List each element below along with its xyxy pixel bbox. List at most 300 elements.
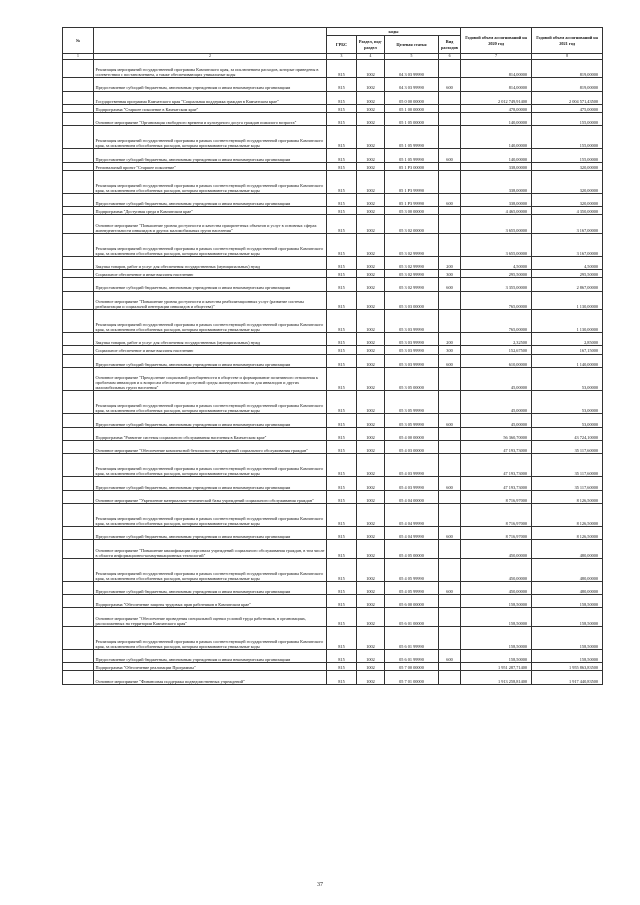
row-vol-2021-cell: 35 117,60000 bbox=[532, 454, 603, 477]
row-vid-cell bbox=[439, 427, 461, 440]
row-num-cell bbox=[63, 558, 94, 581]
row-grbs-cell: 815 bbox=[327, 309, 357, 332]
row-target-cell: 05 3 05 99990 bbox=[385, 414, 439, 427]
row-name-cell: Социальное обеспечение и иные выплаты населению bbox=[94, 346, 327, 354]
row-vol-2020-cell: 158,50000 bbox=[461, 650, 532, 663]
row-vid-cell bbox=[439, 233, 461, 256]
row-razdel-cell: 1002 bbox=[357, 215, 385, 233]
row-vol-2020-cell: 8 716,97000 bbox=[461, 503, 532, 526]
row-vid-cell bbox=[439, 215, 461, 233]
row-razdel-cell: 1002 bbox=[357, 194, 385, 207]
row-vol-2020-cell: 1 913 258,81400 bbox=[461, 671, 532, 684]
row-razdel-cell: 1002 bbox=[357, 671, 385, 684]
row-vid-cell: 600 bbox=[439, 582, 461, 595]
row-vol-2020-cell: 1 951 287,71400 bbox=[461, 663, 532, 671]
row-razdel-cell: 1002 bbox=[357, 650, 385, 663]
row-vol-2021-cell: 4 350,00000 bbox=[532, 207, 603, 215]
column-number: 7 bbox=[461, 54, 532, 60]
row-vol-2020-cell: 2 012 749,91400 bbox=[461, 91, 532, 104]
row-num-cell bbox=[63, 663, 94, 671]
row-target-cell: 05 3 05 99990 bbox=[385, 391, 439, 414]
row-vid-cell bbox=[439, 391, 461, 414]
row-razdel-cell: 1002 bbox=[357, 162, 385, 170]
row-razdel-cell: 1002 bbox=[357, 346, 385, 354]
row-vol-2021-cell: 158,50000 bbox=[532, 608, 603, 626]
row-vol-2020-cell: 45,00000 bbox=[461, 391, 532, 414]
row-vid-cell bbox=[439, 291, 461, 309]
row-vol-2021-cell: 158,50000 bbox=[532, 595, 603, 608]
row-target-cell: 05 4 04 99990 bbox=[385, 527, 439, 540]
row-vol-2020-cell: 450,00000 bbox=[461, 558, 532, 581]
table-row bbox=[63, 78, 603, 91]
row-num-cell bbox=[63, 527, 94, 540]
row-vol-2020-cell: 158,50000 bbox=[461, 595, 532, 608]
table-row bbox=[63, 170, 603, 193]
row-vol-2021-cell: 158,50000 bbox=[532, 626, 603, 649]
table-row bbox=[63, 671, 603, 684]
row-target-cell: 05 4 04 00000 bbox=[385, 490, 439, 503]
header-codes-group: коды bbox=[327, 28, 461, 36]
row-vid-cell: 600 bbox=[439, 477, 461, 490]
row-target-cell: 05 3 02 99990 bbox=[385, 278, 439, 291]
row-num-cell bbox=[63, 207, 94, 215]
page-number: 37 bbox=[317, 882, 323, 888]
row-grbs-cell: 815 bbox=[327, 427, 357, 440]
row-target-cell: 04 3 03 99990 bbox=[385, 60, 439, 78]
row-vol-2020-cell: 3 655,00000 bbox=[461, 215, 532, 233]
row-razdel-cell: 1002 bbox=[357, 104, 385, 112]
table-row bbox=[63, 440, 603, 453]
row-grbs-cell: 815 bbox=[327, 346, 357, 354]
table-row bbox=[63, 149, 603, 162]
row-grbs-cell: 815 bbox=[327, 354, 357, 367]
row-name-cell: Основное мероприятие "Укрепление материально-технической базы учреждений социального обслуживания граждан" bbox=[94, 490, 327, 503]
row-vol-2021-cell: 480,00000 bbox=[532, 558, 603, 581]
row-num-cell bbox=[63, 257, 94, 270]
row-target-cell: 05 6 00 00000 bbox=[385, 595, 439, 608]
row-grbs-cell: 815 bbox=[327, 126, 357, 149]
row-grbs-cell: 815 bbox=[327, 626, 357, 649]
header-vid: Вид расходов bbox=[439, 36, 461, 54]
row-grbs-cell: 815 bbox=[327, 454, 357, 477]
row-vol-2020-cell: 140,00000 bbox=[461, 112, 532, 125]
row-name-cell: Основное мероприятие "Повышение уровня доступности и качества реабилитационных услуг (развитие системы реабилитации и социальной интеграции инвалидов и общества)" bbox=[94, 291, 327, 309]
row-target-cell: 05 1 P3 99990 bbox=[385, 170, 439, 193]
row-target-cell: 05 3 02 00000 bbox=[385, 215, 439, 233]
row-target-cell: 05 0 00 00000 bbox=[385, 91, 439, 104]
row-vid-cell bbox=[439, 104, 461, 112]
table-row bbox=[63, 278, 603, 291]
row-vid-cell bbox=[439, 112, 461, 125]
row-vol-2020-cell: 8 716,97000 bbox=[461, 490, 532, 503]
row-vol-2021-cell: 35 117,60000 bbox=[532, 477, 603, 490]
table-row bbox=[63, 207, 603, 215]
row-grbs-cell: 815 bbox=[327, 278, 357, 291]
row-vol-2020-cell: 478,00000 bbox=[461, 104, 532, 112]
row-target-cell: 05 7 01 00000 bbox=[385, 671, 439, 684]
table-row bbox=[63, 626, 603, 649]
row-name-cell: Предоставление субсидий бюджетным, автономным учреждениям и иным некоммерческим организациям bbox=[94, 414, 327, 427]
row-razdel-cell: 1002 bbox=[357, 112, 385, 125]
table-row bbox=[63, 540, 603, 558]
row-num-cell bbox=[63, 440, 94, 453]
row-vol-2020-cell: 814,00000 bbox=[461, 78, 532, 91]
row-vol-2021-cell: 2 867,00000 bbox=[532, 278, 603, 291]
row-num-cell bbox=[63, 490, 94, 503]
row-vid-cell: 600 bbox=[439, 354, 461, 367]
row-name-cell: Реализация мероприятий государственной программы в рамках соответствующей государственной программы Камчатского края, за исключением обособленных расходов, которым присваиваются уникальные коды bbox=[94, 391, 327, 414]
row-num-cell bbox=[63, 194, 94, 207]
row-target-cell: 05 4 03 00000 bbox=[385, 440, 439, 453]
row-name-cell: Предоставление субсидий бюджетным, автономным учреждениям и иным некоммерческим организациям bbox=[94, 278, 327, 291]
row-vol-2020-cell: 4,50000 bbox=[461, 257, 532, 270]
row-razdel-cell: 1002 bbox=[357, 126, 385, 149]
row-name-cell: Подпрограмма "Доступная среда в Камчатском крае" bbox=[94, 207, 327, 215]
row-grbs-cell: 815 bbox=[327, 91, 357, 104]
row-name-cell: Основное мероприятие "Повышение квалификации персонала учреждений социального обслуживания граждан, в том числе в области информационно-коммуникационных технологий" bbox=[94, 540, 327, 558]
row-grbs-cell: 815 bbox=[327, 650, 357, 663]
row-vol-2020-cell: 47 193,73000 bbox=[461, 477, 532, 490]
header-razdel: Раздел, под-раздел bbox=[357, 36, 385, 54]
row-name-cell: Закупка товаров, работ и услуг для обеспечения государственных (муниципальных) нужд bbox=[94, 333, 327, 346]
table-row bbox=[63, 257, 603, 270]
row-vol-2021-cell: 480,00000 bbox=[532, 540, 603, 558]
row-num-cell bbox=[63, 414, 94, 427]
row-num-cell bbox=[63, 503, 94, 526]
row-vid-cell bbox=[439, 170, 461, 193]
row-vol-2021-cell: 1 917 440,83500 bbox=[532, 671, 603, 684]
row-grbs-cell: 815 bbox=[327, 333, 357, 346]
table-row bbox=[63, 309, 603, 332]
row-name-cell: Предоставление субсидий бюджетным, автономным учреждениям и иным некоммерческим организациям bbox=[94, 78, 327, 91]
row-grbs-cell: 815 bbox=[327, 78, 357, 91]
row-vol-2021-cell: 158,50000 bbox=[532, 650, 603, 663]
table-row bbox=[63, 270, 603, 278]
column-number: 2 bbox=[94, 54, 327, 60]
row-razdel-cell: 1002 bbox=[357, 278, 385, 291]
row-num-cell bbox=[63, 91, 94, 104]
row-vol-2021-cell: 2,85000 bbox=[532, 333, 603, 346]
row-vol-2021-cell: 819,00000 bbox=[532, 60, 603, 78]
row-vol-2021-cell: 35 117,60000 bbox=[532, 440, 603, 453]
row-vol-2021-cell: 1 130,00000 bbox=[532, 291, 603, 309]
row-grbs-cell: 815 bbox=[327, 149, 357, 162]
table-row bbox=[63, 60, 603, 78]
row-vol-2020-cell: 47 193,73000 bbox=[461, 440, 532, 453]
row-grbs-cell: 815 bbox=[327, 233, 357, 256]
table-row bbox=[63, 162, 603, 170]
budget-document bbox=[62, 27, 602, 685]
row-vol-2020-cell: 2,32500 bbox=[461, 333, 532, 346]
row-num-cell bbox=[63, 278, 94, 291]
row-vol-2021-cell: 1 140,00000 bbox=[532, 354, 603, 367]
row-name-cell: Подпрограмма "Развитие системы социального обслуживания населения в Камчатском крае" bbox=[94, 427, 327, 440]
row-vol-2021-cell: 320,00000 bbox=[532, 162, 603, 170]
column-number: 3 bbox=[327, 54, 357, 60]
row-vid-cell bbox=[439, 671, 461, 684]
column-number: 5 bbox=[385, 54, 439, 60]
row-razdel-cell: 1002 bbox=[357, 149, 385, 162]
row-grbs-cell: 815 bbox=[327, 503, 357, 526]
row-grbs-cell: 815 bbox=[327, 270, 357, 278]
row-vid-cell: 600 bbox=[439, 194, 461, 207]
header-grbs: ГРБС bbox=[327, 36, 357, 54]
row-target-cell: 05 4 05 99990 bbox=[385, 582, 439, 595]
row-name-cell: Реализация мероприятий государственной программы в рамках соответствующей государственной программы Камчатского края, за исключением обособленных расходов, которым присваиваются уникальные коды bbox=[94, 309, 327, 332]
row-razdel-cell: 1002 bbox=[357, 626, 385, 649]
row-name-cell: Реализация мероприятий государственной программы в рамках соответствующей государственной программы Камчатского края, за исключением обособленных расходов, которым присваиваются уникальные коды bbox=[94, 503, 327, 526]
row-num-cell bbox=[63, 60, 94, 78]
row-razdel-cell: 1002 bbox=[357, 333, 385, 346]
row-num-cell bbox=[63, 595, 94, 608]
row-vol-2020-cell: 450,00000 bbox=[461, 582, 532, 595]
row-vid-cell: 300 bbox=[439, 270, 461, 278]
row-vid-cell bbox=[439, 367, 461, 390]
row-name-cell: Предоставление субсидий бюджетным, автономным учреждениям и иным некоммерческим организациям bbox=[94, 582, 327, 595]
row-razdel-cell: 1002 bbox=[357, 354, 385, 367]
table-body bbox=[63, 60, 603, 685]
row-name-cell: Социальное обеспечение и иные выплаты населению bbox=[94, 270, 327, 278]
table-row bbox=[63, 194, 603, 207]
row-name-cell: Предоставление субсидий бюджетным, автономным учреждениям и иным некоммерческим организациям bbox=[94, 354, 327, 367]
row-vol-2021-cell: 320,00000 bbox=[532, 170, 603, 193]
row-vol-2020-cell: 45,00000 bbox=[461, 414, 532, 427]
row-grbs-cell: 815 bbox=[327, 663, 357, 671]
table-row bbox=[63, 527, 603, 540]
row-vol-2020-cell: 3 655,00000 bbox=[461, 233, 532, 256]
row-target-cell: 05 3 02 99990 bbox=[385, 270, 439, 278]
row-name-cell: Реализация мероприятий государственной программы Камчатского края, за исключением расходов, которые приведены в соответствии с постановлением, а также обеспечивающих уникальные коды bbox=[94, 60, 327, 78]
row-target-cell: 05 6 01 00000 bbox=[385, 608, 439, 626]
row-target-cell: 05 6 01 99990 bbox=[385, 650, 439, 663]
row-vol-2021-cell: 320,00000 bbox=[532, 194, 603, 207]
row-vid-cell bbox=[439, 91, 461, 104]
row-vol-2020-cell: 158,50000 bbox=[461, 608, 532, 626]
table-row bbox=[63, 233, 603, 256]
row-vid-cell bbox=[439, 162, 461, 170]
row-num-cell bbox=[63, 582, 94, 595]
table-row bbox=[63, 490, 603, 503]
row-vol-2021-cell: 53,00000 bbox=[532, 414, 603, 427]
row-vol-2021-cell: 43 724,10000 bbox=[532, 427, 603, 440]
table-row bbox=[63, 391, 603, 414]
row-num-cell bbox=[63, 626, 94, 649]
row-target-cell: 05 7 00 00000 bbox=[385, 663, 439, 671]
row-num-cell bbox=[63, 540, 94, 558]
budget-table bbox=[62, 27, 603, 685]
row-num-cell bbox=[63, 170, 94, 193]
row-num-cell bbox=[63, 346, 94, 354]
row-razdel-cell: 1002 bbox=[357, 309, 385, 332]
row-vid-cell: 600 bbox=[439, 149, 461, 162]
row-target-cell: 05 3 03 99990 bbox=[385, 354, 439, 367]
row-vol-2021-cell: 2 004 571,43500 bbox=[532, 91, 603, 104]
header-name bbox=[94, 28, 327, 54]
row-vid-cell bbox=[439, 207, 461, 215]
row-vol-2020-cell: 47 193,73000 bbox=[461, 454, 532, 477]
row-grbs-cell: 815 bbox=[327, 671, 357, 684]
row-razdel-cell: 1002 bbox=[357, 582, 385, 595]
row-num-cell bbox=[63, 477, 94, 490]
row-vol-2021-cell: 4,50000 bbox=[532, 257, 603, 270]
row-razdel-cell: 1002 bbox=[357, 78, 385, 91]
row-razdel-cell: 1002 bbox=[357, 60, 385, 78]
row-name-cell: Региональный проект "Старшее поколение" bbox=[94, 162, 327, 170]
row-razdel-cell: 1002 bbox=[357, 207, 385, 215]
row-vid-cell bbox=[439, 626, 461, 649]
row-num-cell bbox=[63, 112, 94, 125]
row-vid-cell bbox=[439, 503, 461, 526]
row-target-cell: 05 1 00 00000 bbox=[385, 104, 439, 112]
row-target-cell: 05 1 05 99990 bbox=[385, 149, 439, 162]
row-vid-cell: 600 bbox=[439, 278, 461, 291]
row-target-cell: 05 1 05 00000 bbox=[385, 112, 439, 125]
row-razdel-cell: 1002 bbox=[357, 503, 385, 526]
row-vid-cell bbox=[439, 595, 461, 608]
row-num-cell bbox=[63, 309, 94, 332]
row-name-cell: Основное мероприятие "Финансовая поддержка подведомственных учреждений" bbox=[94, 671, 327, 684]
row-target-cell: 05 4 03 99990 bbox=[385, 454, 439, 477]
row-grbs-cell: 815 bbox=[327, 477, 357, 490]
row-vol-2020-cell: 4 465,00000 bbox=[461, 207, 532, 215]
row-vol-2021-cell: 8 126,50000 bbox=[532, 527, 603, 540]
row-vol-2020-cell: 140,00000 bbox=[461, 149, 532, 162]
row-vid-cell bbox=[439, 663, 461, 671]
row-razdel-cell: 1002 bbox=[357, 663, 385, 671]
row-target-cell: 05 1 05 99990 bbox=[385, 126, 439, 149]
row-name-cell: Государственная программа Камчатского края "Социальная поддержка граждан в Камчатском крае" bbox=[94, 91, 327, 104]
row-vol-2021-cell: 155,00000 bbox=[532, 149, 603, 162]
table-row bbox=[63, 126, 603, 149]
row-vol-2020-cell: 765,00000 bbox=[461, 291, 532, 309]
row-vol-2020-cell: 338,00000 bbox=[461, 170, 532, 193]
row-vid-cell bbox=[439, 490, 461, 503]
row-num-cell bbox=[63, 391, 94, 414]
row-vol-2020-cell: 56 360,70000 bbox=[461, 427, 532, 440]
row-grbs-cell: 815 bbox=[327, 215, 357, 233]
table-row bbox=[63, 427, 603, 440]
row-vid-cell bbox=[439, 540, 461, 558]
row-name-cell: Подпрограмма "Обеспечение реализации Программы" bbox=[94, 663, 327, 671]
row-vol-2020-cell: 3 355,00000 bbox=[461, 278, 532, 291]
row-razdel-cell: 1002 bbox=[357, 270, 385, 278]
row-num-cell bbox=[63, 671, 94, 684]
row-num-cell bbox=[63, 270, 94, 278]
table-row bbox=[63, 291, 603, 309]
row-vol-2020-cell: 158,50000 bbox=[461, 626, 532, 649]
row-vid-cell: 200 bbox=[439, 333, 461, 346]
row-name-cell: Предоставление субсидий бюджетным, автономным учреждениям и иным некоммерческим организациям bbox=[94, 527, 327, 540]
header-num: № bbox=[63, 28, 94, 54]
row-razdel-cell: 1002 bbox=[357, 595, 385, 608]
row-vid-cell: 600 bbox=[439, 527, 461, 540]
column-number: 6 bbox=[439, 54, 461, 60]
row-num-cell bbox=[63, 78, 94, 91]
row-target-cell: 05 4 05 99990 bbox=[385, 558, 439, 581]
row-vid-cell: 600 bbox=[439, 78, 461, 91]
row-razdel-cell: 1002 bbox=[357, 391, 385, 414]
row-target-cell: 05 3 02 99990 bbox=[385, 233, 439, 256]
row-target-cell: 05 3 05 00000 bbox=[385, 367, 439, 390]
table-row bbox=[63, 663, 603, 671]
row-razdel-cell: 1002 bbox=[357, 454, 385, 477]
row-vol-2020-cell: 338,00000 bbox=[461, 162, 532, 170]
row-vid-cell: 300 bbox=[439, 346, 461, 354]
row-grbs-cell: 815 bbox=[327, 558, 357, 581]
row-grbs-cell: 815 bbox=[327, 608, 357, 626]
table-row bbox=[63, 215, 603, 233]
row-grbs-cell: 815 bbox=[327, 257, 357, 270]
row-name-cell: Предоставление субсидий бюджетным, автономным учреждениям и иным некоммерческим организациям bbox=[94, 477, 327, 490]
row-num-cell bbox=[63, 650, 94, 663]
header-vol-2020: Годовой объем ассигнований на 2020 год bbox=[461, 28, 532, 54]
table-row bbox=[63, 454, 603, 477]
row-name-cell: Подпрограмма "Обеспечение защиты трудовых прав работников в Камчатском крае" bbox=[94, 595, 327, 608]
table-row bbox=[63, 503, 603, 526]
row-vol-2021-cell: 155,00000 bbox=[532, 126, 603, 149]
row-num-cell bbox=[63, 104, 94, 112]
row-target-cell: 05 3 03 99990 bbox=[385, 309, 439, 332]
row-grbs-cell: 815 bbox=[327, 527, 357, 540]
row-name-cell: Реализация мероприятий государственной программы в рамках соответствующей государственной программы Камчатского края, за исключением обособленных расходов, которым присваиваются уникальные коды bbox=[94, 126, 327, 149]
row-razdel-cell: 1002 bbox=[357, 558, 385, 581]
row-razdel-cell: 1002 bbox=[357, 91, 385, 104]
column-number: 8 bbox=[532, 54, 603, 60]
row-num-cell bbox=[63, 149, 94, 162]
row-vol-2020-cell: 814,00000 bbox=[461, 60, 532, 78]
row-name-cell: Реализация мероприятий государственной программы в рамках соответствующей государственной программы Камчатского края, за исключением обособленных расходов, которым присваиваются уникальные коды bbox=[94, 170, 327, 193]
row-target-cell: 05 3 03 99990 bbox=[385, 346, 439, 354]
column-number: 4 bbox=[357, 54, 385, 60]
row-vol-2020-cell: 765,00000 bbox=[461, 309, 532, 332]
row-vid-cell bbox=[439, 60, 461, 78]
row-razdel-cell: 1002 bbox=[357, 233, 385, 256]
row-num-cell bbox=[63, 215, 94, 233]
table-row bbox=[63, 104, 603, 112]
row-grbs-cell: 815 bbox=[327, 112, 357, 125]
row-vid-cell: 200 bbox=[439, 257, 461, 270]
row-grbs-cell: 815 bbox=[327, 367, 357, 390]
row-name-cell: Основное мероприятие "Обеспечение комплексной безопасности учреждений социального обслуживания граждан" bbox=[94, 440, 327, 453]
table-row bbox=[63, 608, 603, 626]
row-razdel-cell: 1002 bbox=[357, 427, 385, 440]
row-grbs-cell: 815 bbox=[327, 291, 357, 309]
table-row bbox=[63, 582, 603, 595]
row-vol-2020-cell: 295,50000 bbox=[461, 270, 532, 278]
row-vol-2021-cell: 480,00000 bbox=[532, 582, 603, 595]
header-vol-2021: Годовой объем ассигнований на 2021 год bbox=[532, 28, 603, 54]
row-vid-cell bbox=[439, 440, 461, 453]
row-name-cell: Основное мероприятие "Обеспечение проведения специальной оценки условий труда работников, в организациях, расположенных на территории Камчатского края" bbox=[94, 608, 327, 626]
row-razdel-cell: 1002 bbox=[357, 527, 385, 540]
row-vol-2021-cell: 295,50000 bbox=[532, 270, 603, 278]
row-razdel-cell: 1002 bbox=[357, 414, 385, 427]
row-name-cell: Основное мероприятие "Организация свободного времени и культурного досуга граждан пожилого возраста" bbox=[94, 112, 327, 125]
row-vol-2021-cell: 475,00000 bbox=[532, 104, 603, 112]
row-razdel-cell: 1002 bbox=[357, 170, 385, 193]
table-row bbox=[63, 595, 603, 608]
row-grbs-cell: 815 bbox=[327, 207, 357, 215]
row-target-cell: 04 3 03 99990 bbox=[385, 78, 439, 91]
table-row bbox=[63, 558, 603, 581]
table-row bbox=[63, 354, 603, 367]
row-grbs-cell: 815 bbox=[327, 104, 357, 112]
table-row bbox=[63, 91, 603, 104]
header-row-top bbox=[63, 28, 603, 36]
row-grbs-cell: 815 bbox=[327, 391, 357, 414]
row-vid-cell: 600 bbox=[439, 650, 461, 663]
row-name-cell: Реализация мероприятий государственной программы в рамках соответствующей государственной программы Камчатского края, за исключением обособленных расходов, которым присваиваются уникальные коды bbox=[94, 558, 327, 581]
